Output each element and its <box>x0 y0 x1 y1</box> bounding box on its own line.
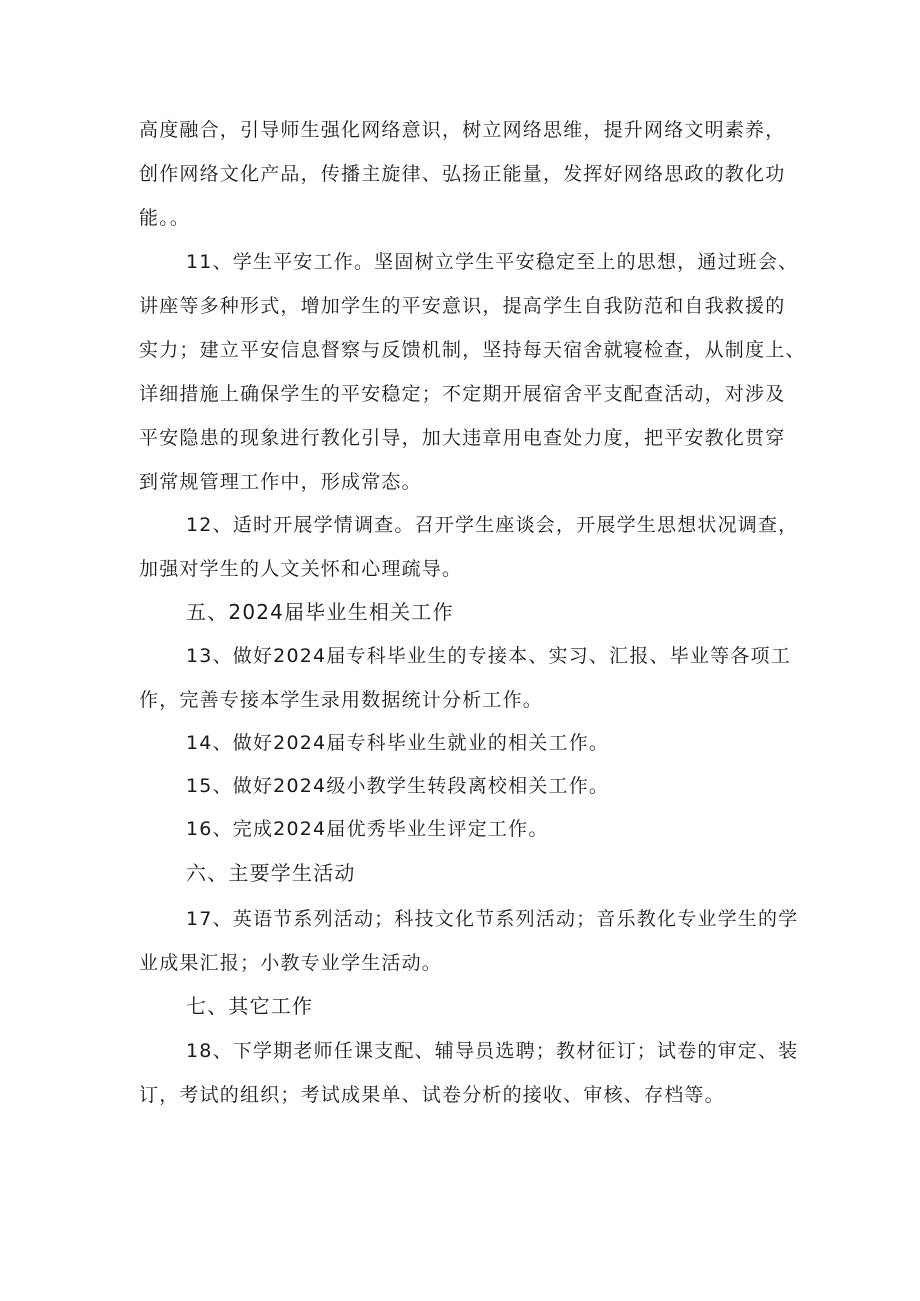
paragraph-line: 18、下学期老师任课支配、辅导员选聘；教材征订；试卷的审定、装 <box>186 1040 799 1062</box>
section-heading: 五、2024届毕业生相关工作 <box>186 600 454 624</box>
section-heading: 七、其它工作 <box>186 994 314 1018</box>
paragraph-line: 能。。 <box>139 207 191 229</box>
paragraph-line: 到常规管理工作中，形成常态。 <box>139 471 422 493</box>
paragraph-line: 高度融合，引导师生强化网络意识，树立网络思维，提升网络文明素养， <box>139 119 786 141</box>
paragraph-line: 创作网络文化产品，传播主旋律、弘扬正能量，发挥好网络思政的教化功 <box>139 163 786 185</box>
paragraph-line: 订，考试的组织；考试成果单、试卷分析的接收、审核、存档等。 <box>139 1084 725 1106</box>
section-heading: 六、主要学生活动 <box>186 861 356 885</box>
paragraph-line: 13、做好2024届专科毕业生的专接本、实习、汇报、毕业等各项工 <box>186 645 791 667</box>
paragraph-line: 14、做好2024届专科毕业生就业的相关工作。 <box>186 732 610 754</box>
paragraph-line: 11、学生平安工作。坚固树立学生平安稳定至上的思想，通过班会、 <box>186 251 799 273</box>
paragraph-line: 16、完成2024届优秀毕业生评定工作。 <box>186 818 549 840</box>
paragraph-line: 业成果汇报；小教专业学生活动。 <box>139 952 443 974</box>
paragraph-line: 平安隐患的现象进行教化引导，加大违章用电查处力度，把平安教化贯穿 <box>139 427 786 449</box>
paragraph-line: 作，完善专接本学生录用数据统计分析工作。 <box>139 689 544 711</box>
paragraph-line: 实力；建立平安信息督察与反馈机制，坚持每天宿舍就寝检查，从制度上、 <box>139 339 806 361</box>
paragraph-line: 讲座等多种形式，增加学生的平安意识，提高学生自我防范和自我救援的 <box>139 295 786 317</box>
paragraph-line: 详细措施上确保学生的平安稳定；不定期开展宿舍平支配查活动，对涉及 <box>139 383 786 405</box>
paragraph-line: 17、英语节系列活动；科技文化节系列活动；音乐教化专业学生的学 <box>186 908 799 930</box>
paragraph-line: 加强对学生的人文关怀和心理疏导。 <box>139 558 463 580</box>
paragraph-line: 12、适时开展学情调查。召开学生座谈会，开展学生思想状况调查， <box>186 514 799 536</box>
paragraph-line: 15、做好2024级小教学生转段离校相关工作。 <box>186 775 610 797</box>
